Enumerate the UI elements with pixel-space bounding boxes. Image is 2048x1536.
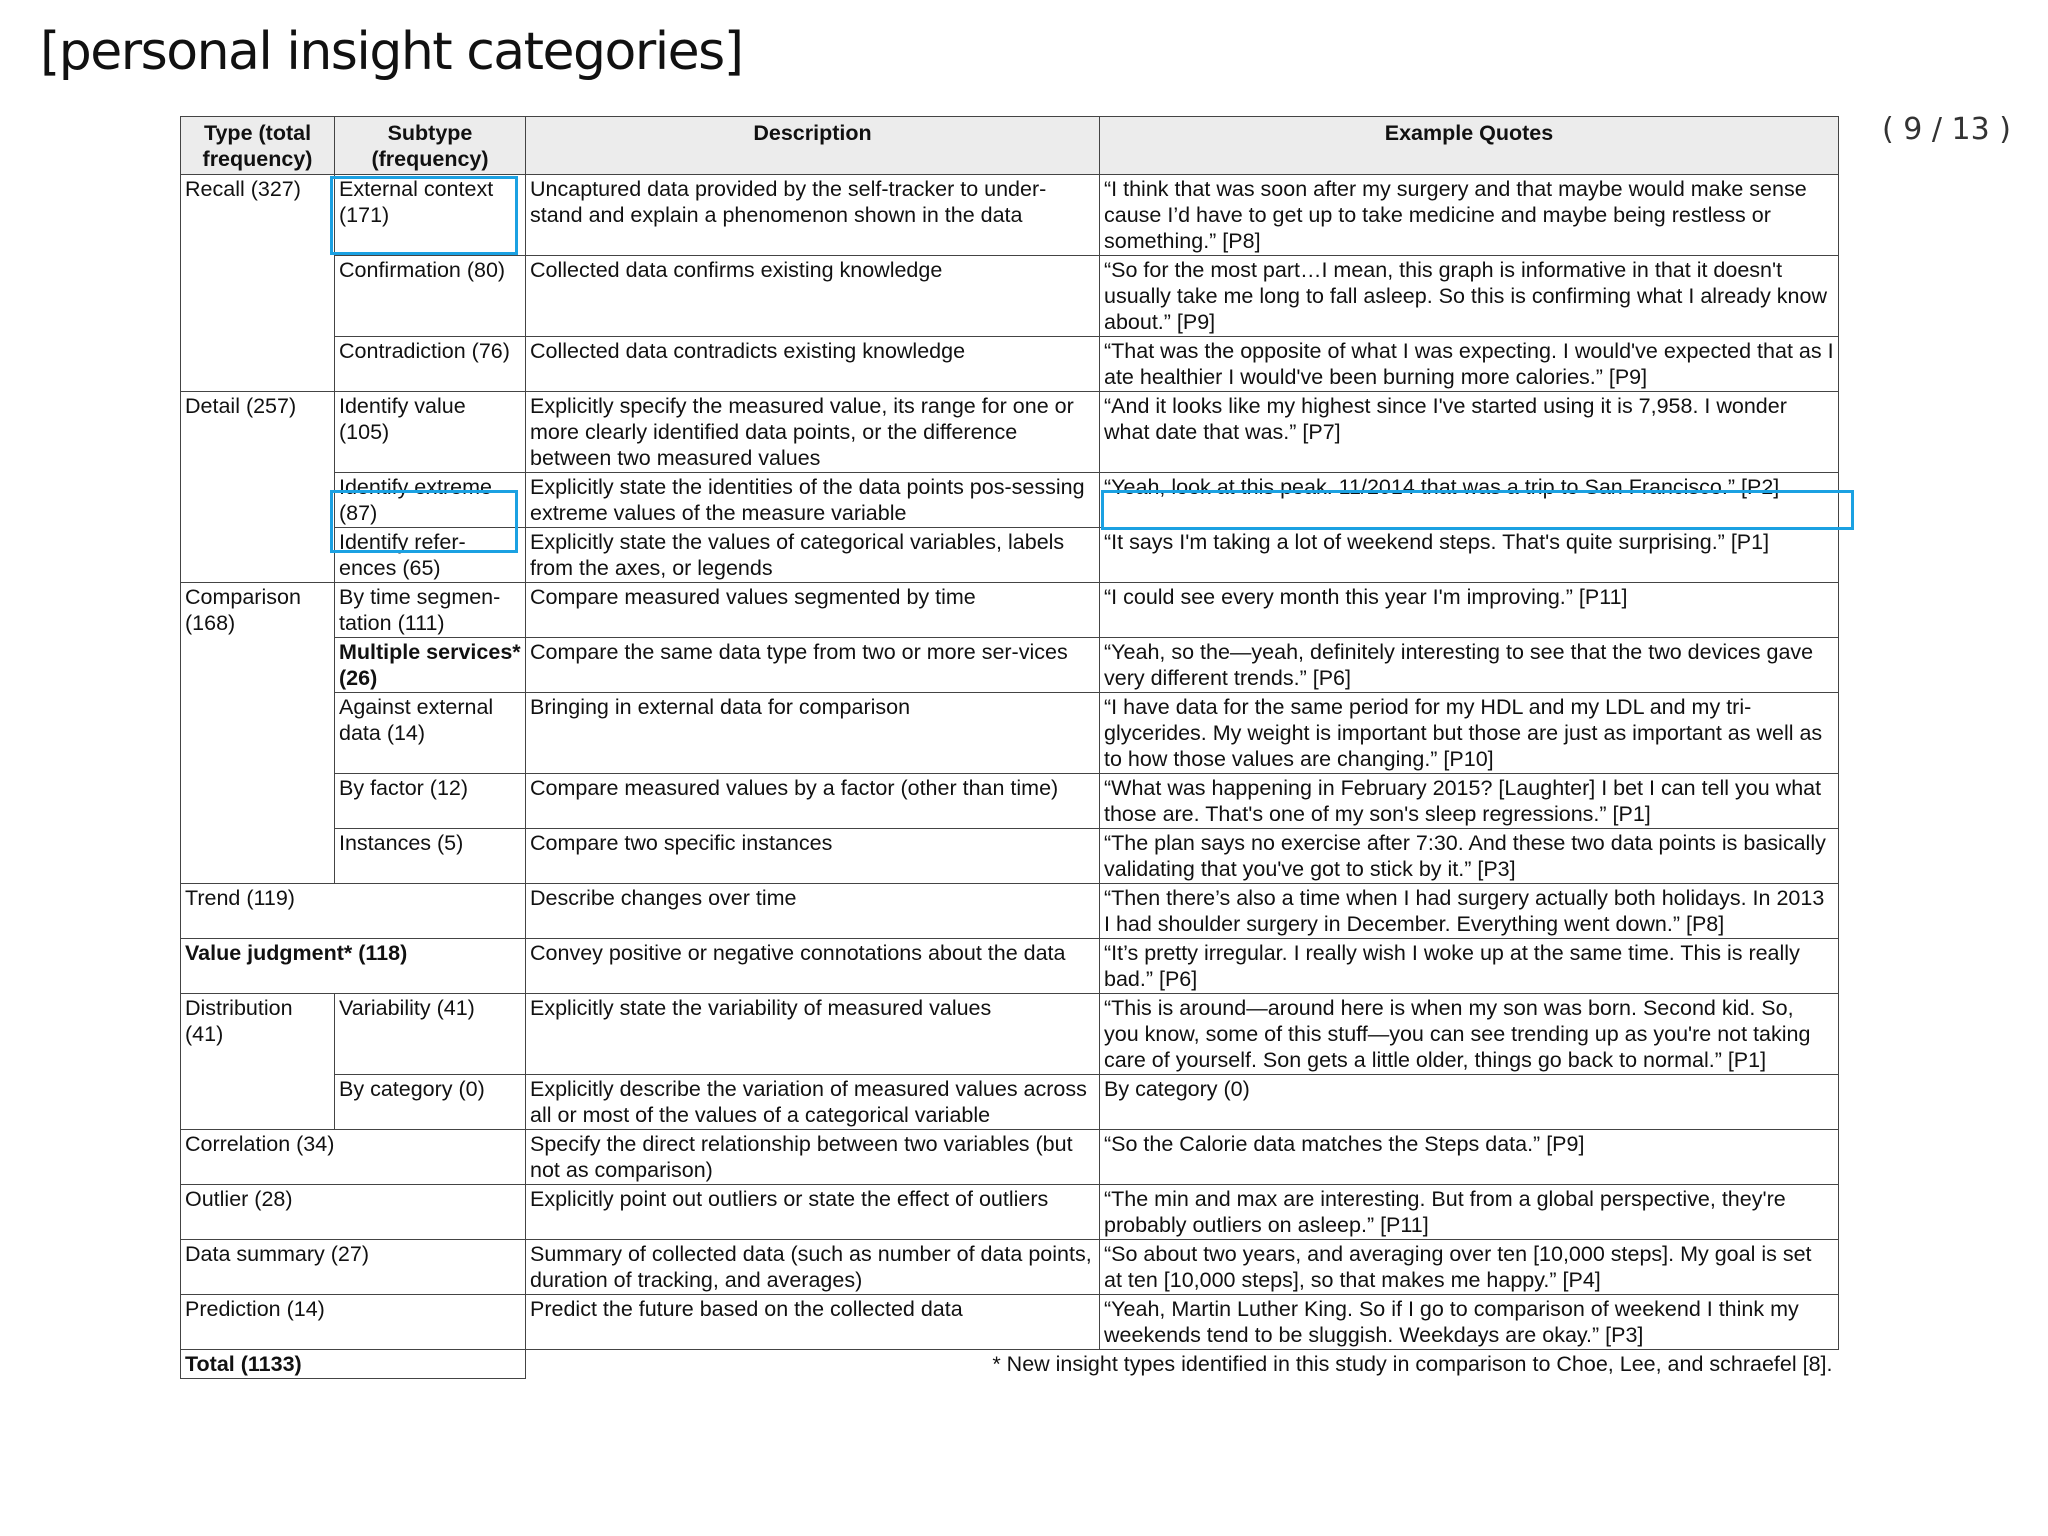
quote-cell: “Then there’s also a time when I had surgery actually both holidays. In 2013 I had shoulder surgery in December. Everything went down.” [P8] (1100, 884, 1839, 939)
quote-cell: “I could see every month this year I'm improving.” [P11] (1100, 583, 1839, 638)
type-cell: Value judgment* (118) (181, 939, 526, 994)
table-row (181, 337, 1839, 392)
table-row (181, 884, 1839, 939)
description-cell: Predict the future based on the collected data (526, 1295, 1100, 1350)
table-row (181, 1295, 1839, 1350)
description-cell: Bringing in external data for comparison (526, 693, 1100, 774)
subtype-cell: Identify value (105) (335, 392, 526, 473)
description-cell: Summary of collected data (such as number of data points, duration of tracking, and averages) (526, 1240, 1100, 1295)
description-cell: Compare two specific instances (526, 829, 1100, 884)
subtype-cell: By factor (12) (335, 774, 526, 829)
type-cell: Correlation (34) (181, 1130, 526, 1185)
header-subtype: Subtype (frequency) (335, 117, 526, 175)
header-example-quotes: Example Quotes (1100, 117, 1839, 175)
type-cell: Detail (257) (181, 392, 335, 583)
subtype-cell: Contradiction (76) (335, 337, 526, 392)
table-header-row (181, 117, 1839, 175)
description-cell: Explicitly describe the variation of measured values across all or most of the values of a categorical variable (526, 1075, 1100, 1130)
header-type: Type (total frequency) (181, 117, 335, 175)
description-cell: Explicitly point out outliers or state the effect of outliers (526, 1185, 1100, 1240)
table-total-row (181, 1350, 1839, 1379)
table-row (181, 1130, 1839, 1185)
quote-cell: “So about two years, and averaging over ten [10,000 steps]. My goal is set at ten [10,000 steps], so that makes me happy.” [P4] (1100, 1240, 1839, 1295)
type-cell: Data summary (27) (181, 1240, 526, 1295)
subtype-cell: Variability (41) (335, 994, 526, 1075)
table-row (181, 392, 1839, 473)
quote-cell: “The min and max are interesting. But from a global perspective, they're probably outliers on asleep.” [P11] (1100, 1185, 1839, 1240)
type-cell: Comparison (168) (181, 583, 335, 884)
description-cell: Compare measured values by a factor (other than time) (526, 774, 1100, 829)
type-cell: Trend (119) (181, 884, 526, 939)
subtype-cell: Instances (5) (335, 829, 526, 884)
table-row (181, 256, 1839, 337)
quote-cell: “This is around—around here is when my son was born. Second kid. So, you know, some of this stuff—you can see trending up as you're not taking care of yourself. Son gets a little older, things go back to normal.” [P1] (1100, 994, 1839, 1075)
description-cell: Collected data contradicts existing knowledge (526, 337, 1100, 392)
table-row (181, 939, 1839, 994)
description-cell: Uncaptured data provided by the self-tracker to under-stand and explain a phenomenon shown in the data (526, 175, 1100, 256)
table-footnote: * New insight types identified in this study in comparison to Choe, Lee, and schraefel [8]. (526, 1350, 1839, 1379)
quote-cell: “So the Calorie data matches the Steps data.” [P9] (1100, 1130, 1839, 1185)
description-cell: Explicitly state the variability of measured values (526, 994, 1100, 1075)
description-cell: Explicitly specify the measured value, its range for one or more clearly identified data points, or the difference between two measured values (526, 392, 1100, 473)
subtype-cell: External context (171) (335, 175, 526, 256)
subtype-cell: Identify refer-ences (65) (335, 528, 526, 583)
type-cell: Outlier (28) (181, 1185, 526, 1240)
description-cell: Collected data confirms existing knowledge (526, 256, 1100, 337)
total-cell: Total (1133) (181, 1350, 526, 1379)
table-row (181, 583, 1839, 638)
description-cell: Specify the direct relationship between two variables (but not as comparison) (526, 1130, 1100, 1185)
quote-cell: “It’s pretty irregular. I really wish I woke up at the same time. This is really bad.” [P6] (1100, 939, 1839, 994)
insight-categories-table (180, 116, 1839, 1379)
type-cell: Prediction (14) (181, 1295, 526, 1350)
table-row (181, 175, 1839, 256)
insight-table-container (180, 116, 1838, 1379)
quote-cell: “The plan says no exercise after 7:30. And these two data points is basically validating that you've got to stick by it.” [P3] (1100, 829, 1839, 884)
subtype-cell: By category (0) (335, 1075, 526, 1130)
table-row (181, 638, 1839, 693)
quote-cell: “Yeah, so the—yeah, definitely interesting to see that the two devices gave very different trends.” [P6] (1100, 638, 1839, 693)
page-number: ( 9 / 13 ) (1882, 112, 2011, 147)
table-row (181, 473, 1839, 528)
type-cell: Distribution (41) (181, 994, 335, 1130)
quote-cell: “It says I'm taking a lot of weekend steps. That's quite surprising.” [P1] (1100, 528, 1839, 583)
quote-cell: “So for the most part…I mean, this graph is informative in that it doesn't usually take me long to fall asleep. So this is confirming what I already know about.” [P9] (1100, 256, 1839, 337)
subtype-cell: By time segmen-tation (111) (335, 583, 526, 638)
description-cell: Describe changes over time (526, 884, 1100, 939)
subtype-cell: Against external data (14) (335, 693, 526, 774)
description-cell: Compare measured values segmented by time (526, 583, 1100, 638)
subtype-cell: Identify extreme (87) (335, 473, 526, 528)
quote-cell: “And it looks like my highest since I've started using it is 7,958. I wonder what date that was.” [P7] (1100, 392, 1839, 473)
subtype-cell: Multiple services* (26) (335, 638, 526, 693)
slide-title: [personal insight categories] (40, 22, 743, 82)
quote-cell: “I think that was soon after my surgery and that maybe would make sense cause I’d have to get up to take medicine and maybe being restless or something.” [P8] (1100, 175, 1839, 256)
table-row (181, 1075, 1839, 1130)
quote-cell: By category (0) (1100, 1075, 1839, 1130)
subtype-cell: Confirmation (80) (335, 256, 526, 337)
description-cell: Explicitly state the values of categorical variables, labels from the axes, or legends (526, 528, 1100, 583)
description-cell: Compare the same data type from two or more ser-vices (526, 638, 1100, 693)
quote-cell: “Yeah, look at this peak. 11/2014 that was a trip to San Francisco.” [P2] (1100, 473, 1839, 528)
table-row (181, 774, 1839, 829)
quote-cell: “That was the opposite of what I was expecting. I would've expected that as I ate healthier I would've been burning more calories.” [P9] (1100, 337, 1839, 392)
description-cell: Convey positive or negative connotations about the data (526, 939, 1100, 994)
table-row (181, 829, 1839, 884)
table-row (181, 1240, 1839, 1295)
header-description: Description (526, 117, 1100, 175)
description-cell: Explicitly state the identities of the data points pos-sessing extreme values of the measure variable (526, 473, 1100, 528)
table-row (181, 693, 1839, 774)
quote-cell: “I have data for the same period for my HDL and my LDL and my tri-glycerides. My weight is important but those are just as important as well as to how those values are changing.” [P10] (1100, 693, 1839, 774)
quote-cell: “Yeah, Martin Luther King. So if I go to comparison of weekend I think my weekends tend to be sluggish. Weekdays are okay.” [P3] (1100, 1295, 1839, 1350)
quote-cell: “What was happening in February 2015? [Laughter] I bet I can tell you what those are. That's one of my son's sleep regressions.” [P1] (1100, 774, 1839, 829)
table-row (181, 1185, 1839, 1240)
type-cell: Recall (327) (181, 175, 335, 392)
table-row (181, 528, 1839, 583)
table-row (181, 994, 1839, 1075)
